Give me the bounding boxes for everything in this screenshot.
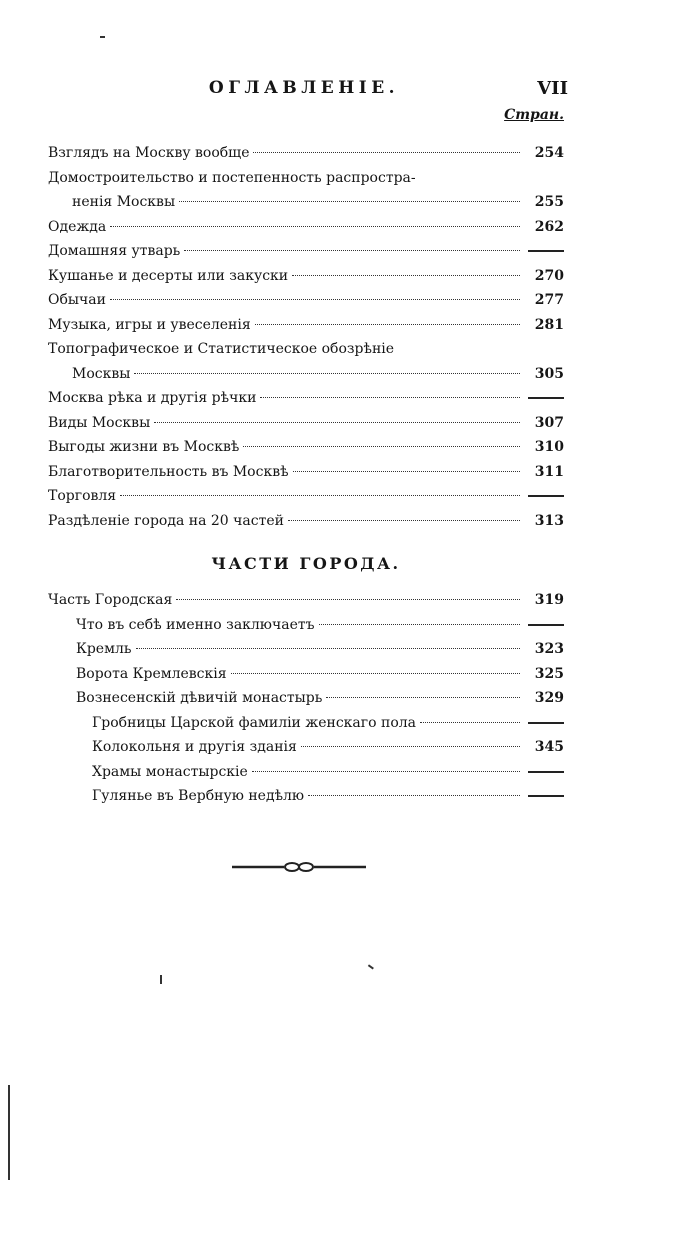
toc-entry-line [48,460,564,485]
toc-entry[interactable] [48,760,564,785]
toc-entry-line [76,637,564,662]
toc-entry-line [48,166,564,191]
page-number: 323 [534,641,564,657]
table-of-contents-parts [48,588,564,809]
page-title: ОГЛАВЛЕНІЕ. [208,78,400,98]
toc-entry-line [48,288,564,313]
leader-dots [243,446,520,447]
leader-dots [301,746,520,747]
page-dash [528,624,564,626]
toc-entry-label: Виды Москвы [48,414,151,431]
paper-speck [368,964,374,969]
leader-dots [420,722,520,723]
toc-entry-line [48,264,564,289]
toc-entry-line [48,435,564,460]
toc-entry[interactable] [48,711,564,736]
toc-entry[interactable] [48,509,564,534]
toc-entry[interactable] [48,141,564,166]
page-number: 305 [534,365,564,382]
toc-entry-label: Благотворительность въ Москвѣ [48,463,289,480]
toc-entry-line [48,588,564,613]
toc-entry[interactable] [48,637,564,662]
leader-dots [110,299,520,300]
toc-entry[interactable] [48,484,564,509]
leader-dots [255,324,520,325]
leader-dots [134,373,520,374]
toc-entry-line [48,190,564,215]
page-number: 319 [534,592,564,608]
toc-entry[interactable] [48,588,564,613]
page-number: 307 [534,414,564,431]
toc-entry-label: Выгоды жизни въ Москвѣ [48,439,240,455]
toc-entry[interactable] [48,215,564,240]
toc-entry-label: Взглядъ на Москву вообще [48,145,250,161]
toc-entry-line [92,735,564,760]
leader-dots [326,697,520,698]
toc-entry[interactable] [48,662,564,687]
toc-entry-line [92,711,564,736]
leader-dots [252,771,520,772]
toc-entry[interactable] [48,435,564,460]
toc-entry[interactable] [48,411,564,436]
toc-entry-label: Домашняя утварь [48,243,181,259]
page-header [40,78,568,104]
page-number: 270 [534,267,564,284]
toc-entry-line [76,662,564,687]
toc-entry-line [48,313,564,338]
leader-dots [179,201,520,202]
toc-entry-line [48,509,564,534]
page-number: 313 [534,512,564,529]
toc-entry-label-continued: Москвы [72,365,131,382]
leader-dots [154,422,520,423]
toc-entry-label: Колокольня и другія зданія [92,739,297,755]
toc-entry-label: Домостроительство и постепенность распростра- [48,169,416,186]
leader-dots [184,250,520,251]
leader-dots [308,795,520,796]
tail-ornament [232,860,366,874]
toc-entry-line [48,411,564,436]
toc-entry-line [48,141,564,166]
toc-entry-label: Храмы монастырскіе [92,763,248,780]
toc-entry-label: Вознесенскій дѣвичій монастырь [76,690,323,706]
toc-entry[interactable] [48,337,564,386]
page-folio: VII [537,78,568,99]
page-column-heading: Стран. [504,107,564,123]
toc-entry-label: Раздѣленіе города на 20 частей [48,512,284,529]
toc-entry[interactable] [48,613,564,638]
toc-entry-label: Кушанье и десерты или закуски [48,267,289,284]
page-number: 329 [534,690,564,706]
paper-speck [160,975,162,984]
toc-entry-label-continued: ненія Москвы [72,194,176,210]
page-dash [528,771,564,773]
page-number: 310 [534,439,564,455]
toc-entry[interactable] [48,784,564,809]
leader-dots [231,673,520,674]
page-number: 311 [534,463,564,480]
toc-entry-label: Топографическое и Статистическое обозрѣніе [48,341,395,357]
page-dash [528,250,564,252]
toc-entry[interactable] [48,239,564,264]
leader-dots [136,648,521,649]
toc-entry[interactable] [48,313,564,338]
leader-dots [253,152,520,153]
toc-entry-label: Гулянье въ Вербную недѣлю [92,788,305,804]
leader-dots [110,226,520,227]
toc-entry-line [76,613,564,638]
toc-entry-line [48,239,564,264]
toc-entry[interactable] [48,460,564,485]
page-dash [528,495,564,497]
page-dash [528,722,564,724]
toc-entry[interactable] [48,386,564,411]
toc-entry[interactable] [48,166,564,215]
toc-entry-label: Что въ себѣ именно заключаетъ [76,616,315,633]
page-dash [528,397,564,399]
table-of-contents [48,141,564,533]
toc-entry-line [48,386,564,411]
page-number: 281 [534,316,564,333]
leader-dots [319,624,520,625]
leader-dots [293,471,520,472]
toc-entry-line [48,484,564,509]
toc-entry[interactable] [48,735,564,760]
toc-entry[interactable] [48,264,564,289]
toc-entry-label: Торговля [48,488,117,504]
leader-dots [288,520,520,521]
page-number: 325 [534,665,564,682]
leader-dots [260,397,520,398]
toc-entry-line [48,337,564,362]
page-number: 255 [534,194,564,210]
page-number: 254 [534,145,564,161]
toc-entry-label: Обычаи [48,292,106,308]
toc-entry-line [48,215,564,240]
toc-entry[interactable] [48,686,564,711]
toc-entry-label: Кремль [76,641,132,657]
toc-entry-line [76,686,564,711]
leader-dots [176,599,520,600]
page-number: 262 [534,218,564,235]
paper-speck [100,36,105,38]
toc-entry-label: Музыка, игры и увеселенія [48,316,251,333]
toc-entry-line [92,784,564,809]
section-heading: ЧАСТИ ГОРОДА. [211,554,401,573]
toc-entry-line [48,362,564,387]
toc-entry-line [92,760,564,785]
leader-dots [120,495,520,496]
page-number: 345 [534,739,564,755]
toc-entry-label: Москва рѣка и другія рѣчки [48,390,257,406]
toc-entry-label: Гробницы Царской фамиліи женскаго пола [92,714,416,731]
toc-entry[interactable] [48,288,564,313]
leader-dots [292,275,520,276]
page-dash [528,795,564,797]
page-edge-mark [8,1085,10,1180]
toc-entry-label: Одежда [48,218,107,235]
toc-entry-label: Часть Городская [48,592,173,608]
toc-entry-label: Ворота Кремлевскія [76,665,227,682]
page-number: 277 [534,292,564,308]
